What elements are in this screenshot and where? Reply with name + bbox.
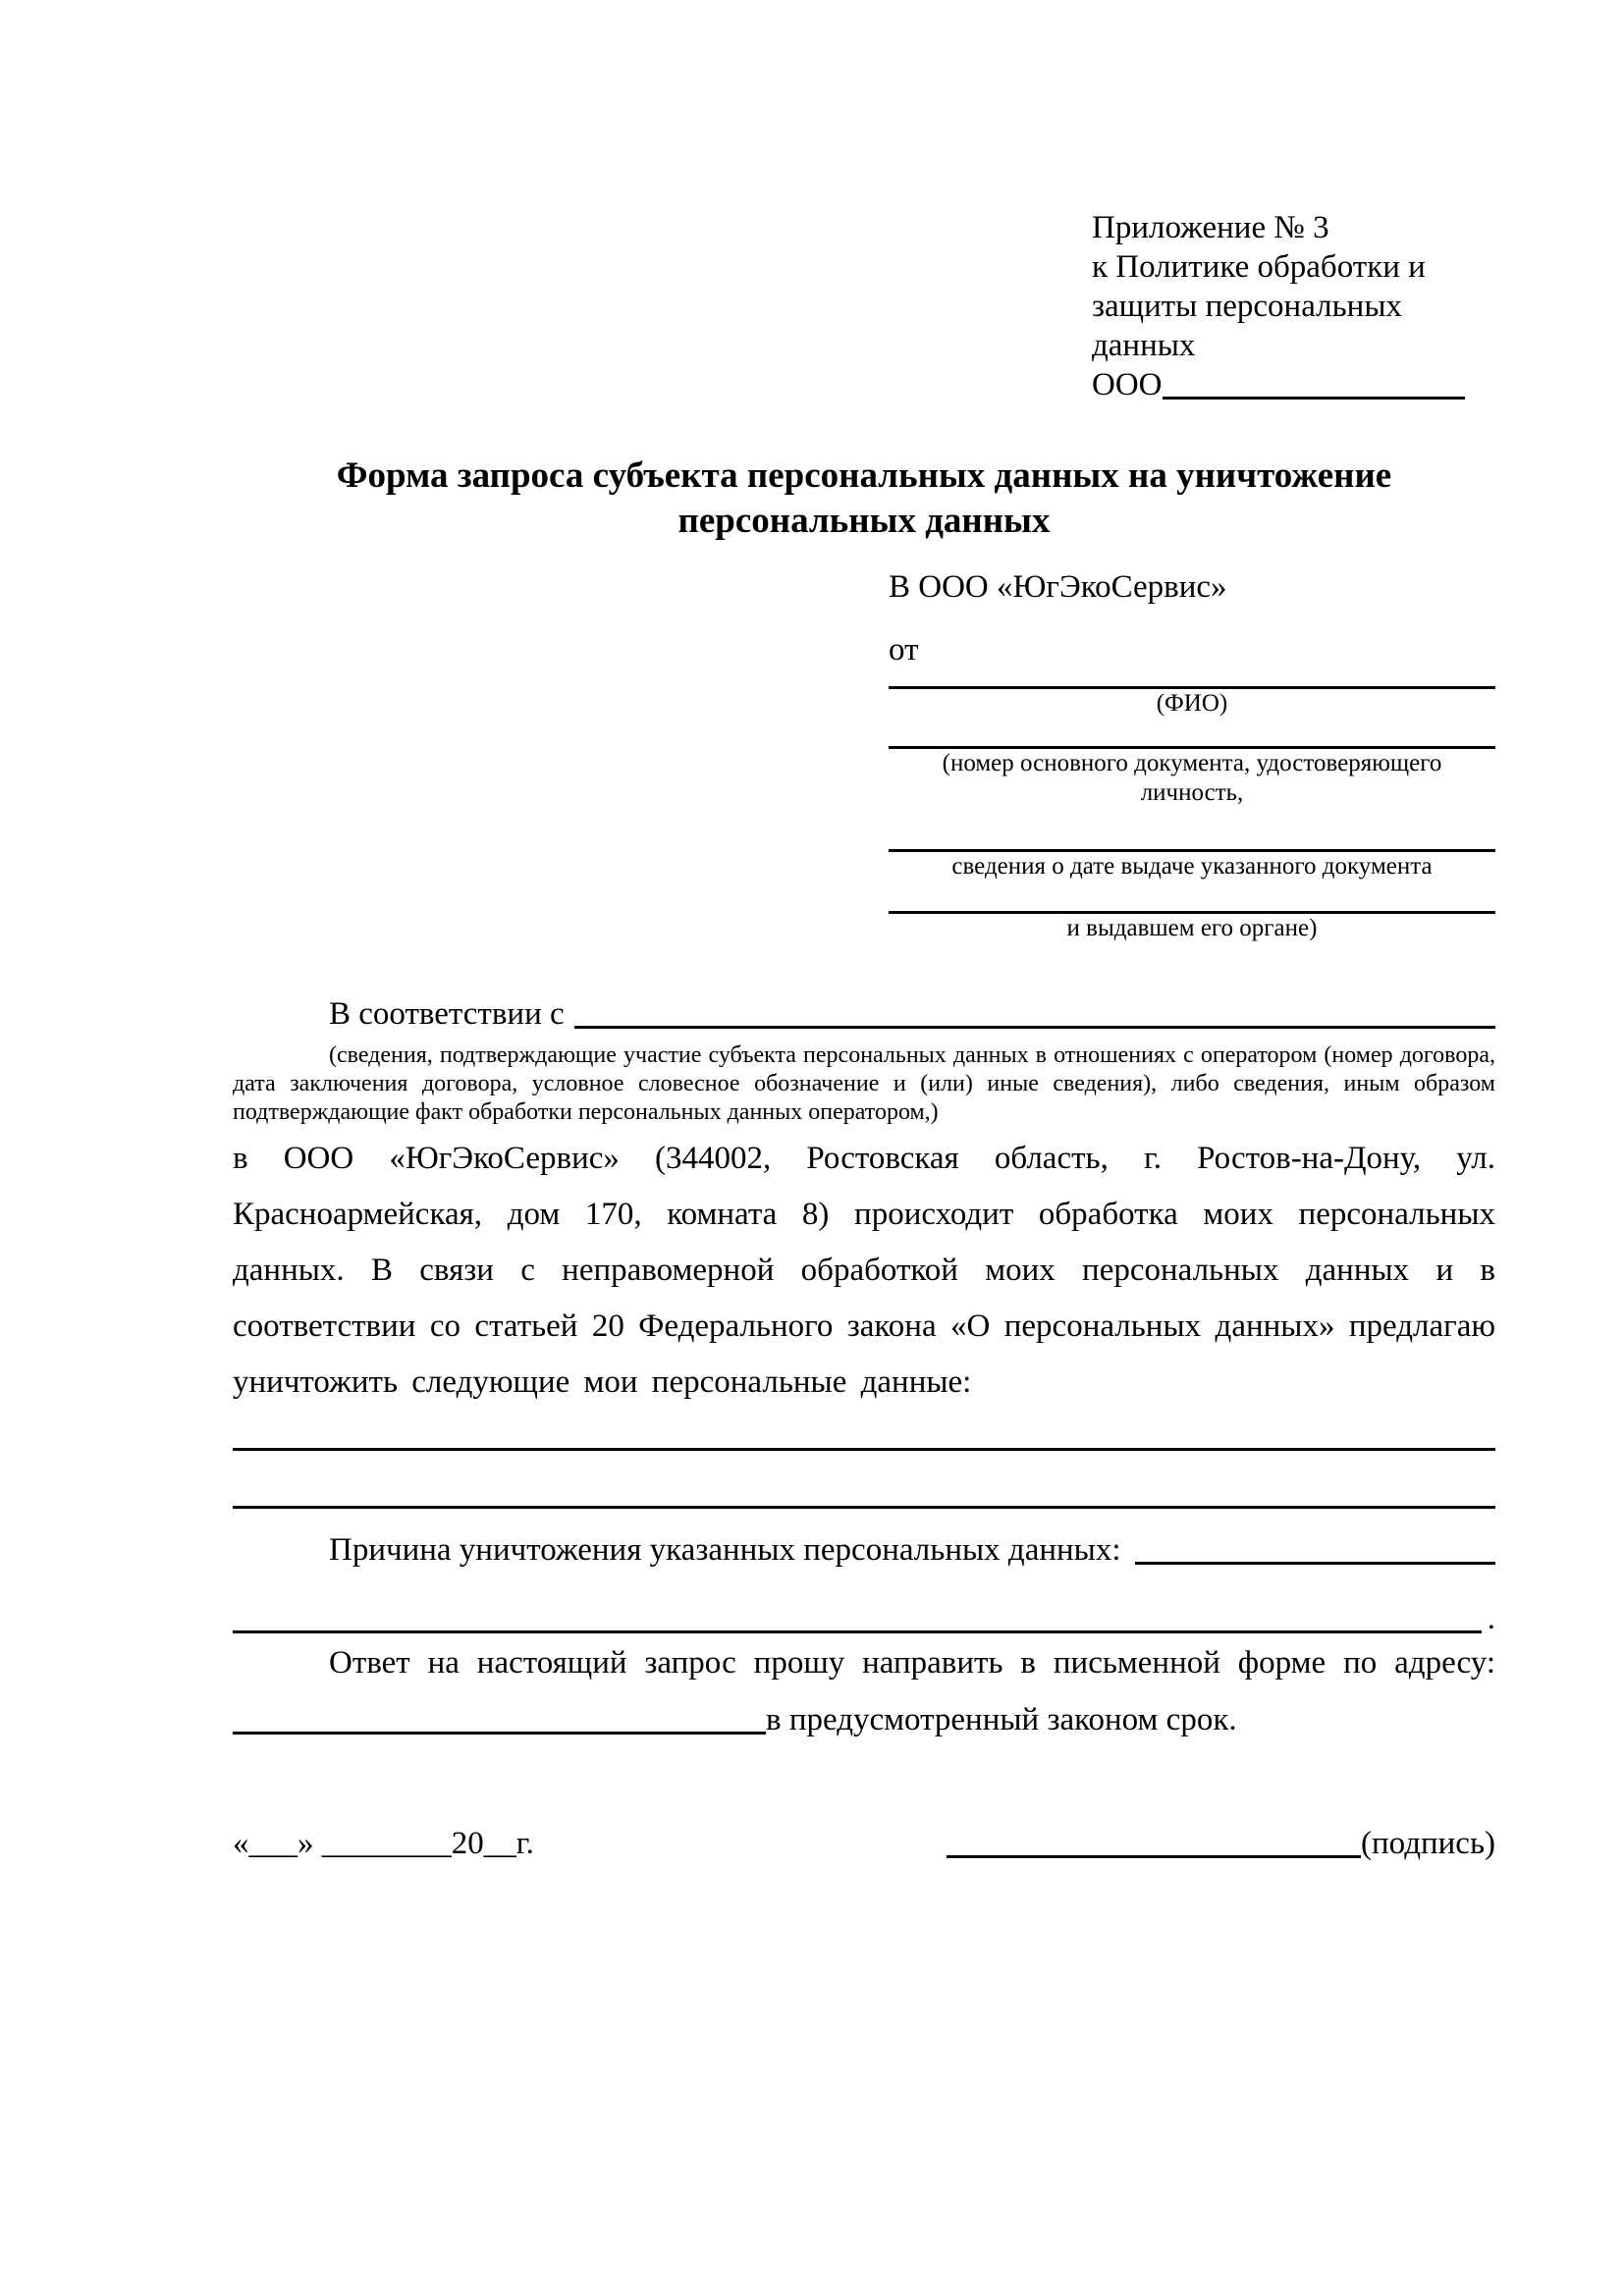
signature-caption: (подпись) [1361,1826,1495,1861]
personal-data-blank-line-2 [233,1506,1495,1509]
reason-label: Причина уничтожения указанных персональных данных: [329,1532,1121,1568]
company-prefix: ООО [1092,367,1163,402]
reason-period: . [1487,1601,1495,1636]
document-number-field [889,746,1495,808]
issue-date-field [889,849,1495,881]
personal-data-blank-line-1 [233,1448,1495,1451]
footer-row [233,1823,1495,1864]
accordance-blank-line [574,1026,1495,1029]
appendix-line-3: защиты персональных данных [1092,289,1402,363]
main-paragraph: в ООО «ЮгЭкоСервис» (344002, Ростовская область, г. Ростов-на-Дону, ул. Красноармейская, дом 170, комната 8) происходит обработка моих персональных данных. В связи с неправомерной обработкой моих персональных данных и в соответствии со статьей 20 Федерального закона «О персональных данных» предлагаю уничтожить следующие мои персональные данные: [233,1141,1495,1400]
answer-address-row [233,1700,1495,1739]
appendix-line-1: Приложение № 3 [1092,210,1329,245]
answer-sentence: Ответ на настоящий запрос прошу направить в письменной форме по адресу: [329,1645,1495,1681]
accordance-label: В соответствии с [329,996,565,1032]
reason-blank-line [1135,1562,1495,1565]
reason-continuation-row [233,1599,1495,1638]
reason-row [233,1530,1495,1570]
fio-caption: (ФИО) [1156,690,1228,717]
appendix-line-2: к Политике обработки и [1092,249,1426,285]
company-name-row [1092,365,1465,404]
address-blank-line [233,1732,766,1735]
fio-field [889,686,1495,719]
accordance-row [233,994,1495,1034]
addressee-from: от [889,632,919,667]
company-name-blank-line [1163,397,1466,400]
reason-blank-line-2 [233,1630,1482,1633]
issuing-authority-caption: и выдавшем его органе) [1066,915,1318,941]
accordance-note: (сведения, подтверждающие участие субъекта персональных данных в отношениях с оператором (номер договора, дата заключения договора, условное словесное обозначение и (или) иные сведения), либо сведения, иным образом подтверждающие факт обработки персональных данных оператором,) [233,1042,1495,1125]
document-number-caption: (номер основного документа, удостоверяющего личность, [942,750,1442,806]
appendix-header [1092,208,1465,404]
issue-date-caption: сведения о дате выдаче указанного документа [951,853,1433,880]
signature-group [947,1823,1495,1864]
addressee-block [889,567,1495,943]
date-template: «___» ________20__г. [233,1826,534,1861]
answer-tail: в предусмотренный законом срок. [766,1702,1237,1737]
page-title: Форма запроса субъекта персональных данных на уничтожение персональных данных [336,455,1392,541]
addressee-to: В ООО «ЮгЭкоСервис» [889,569,1227,605]
issuing-authority-field [889,911,1495,943]
signature-blank-line [947,1855,1361,1858]
